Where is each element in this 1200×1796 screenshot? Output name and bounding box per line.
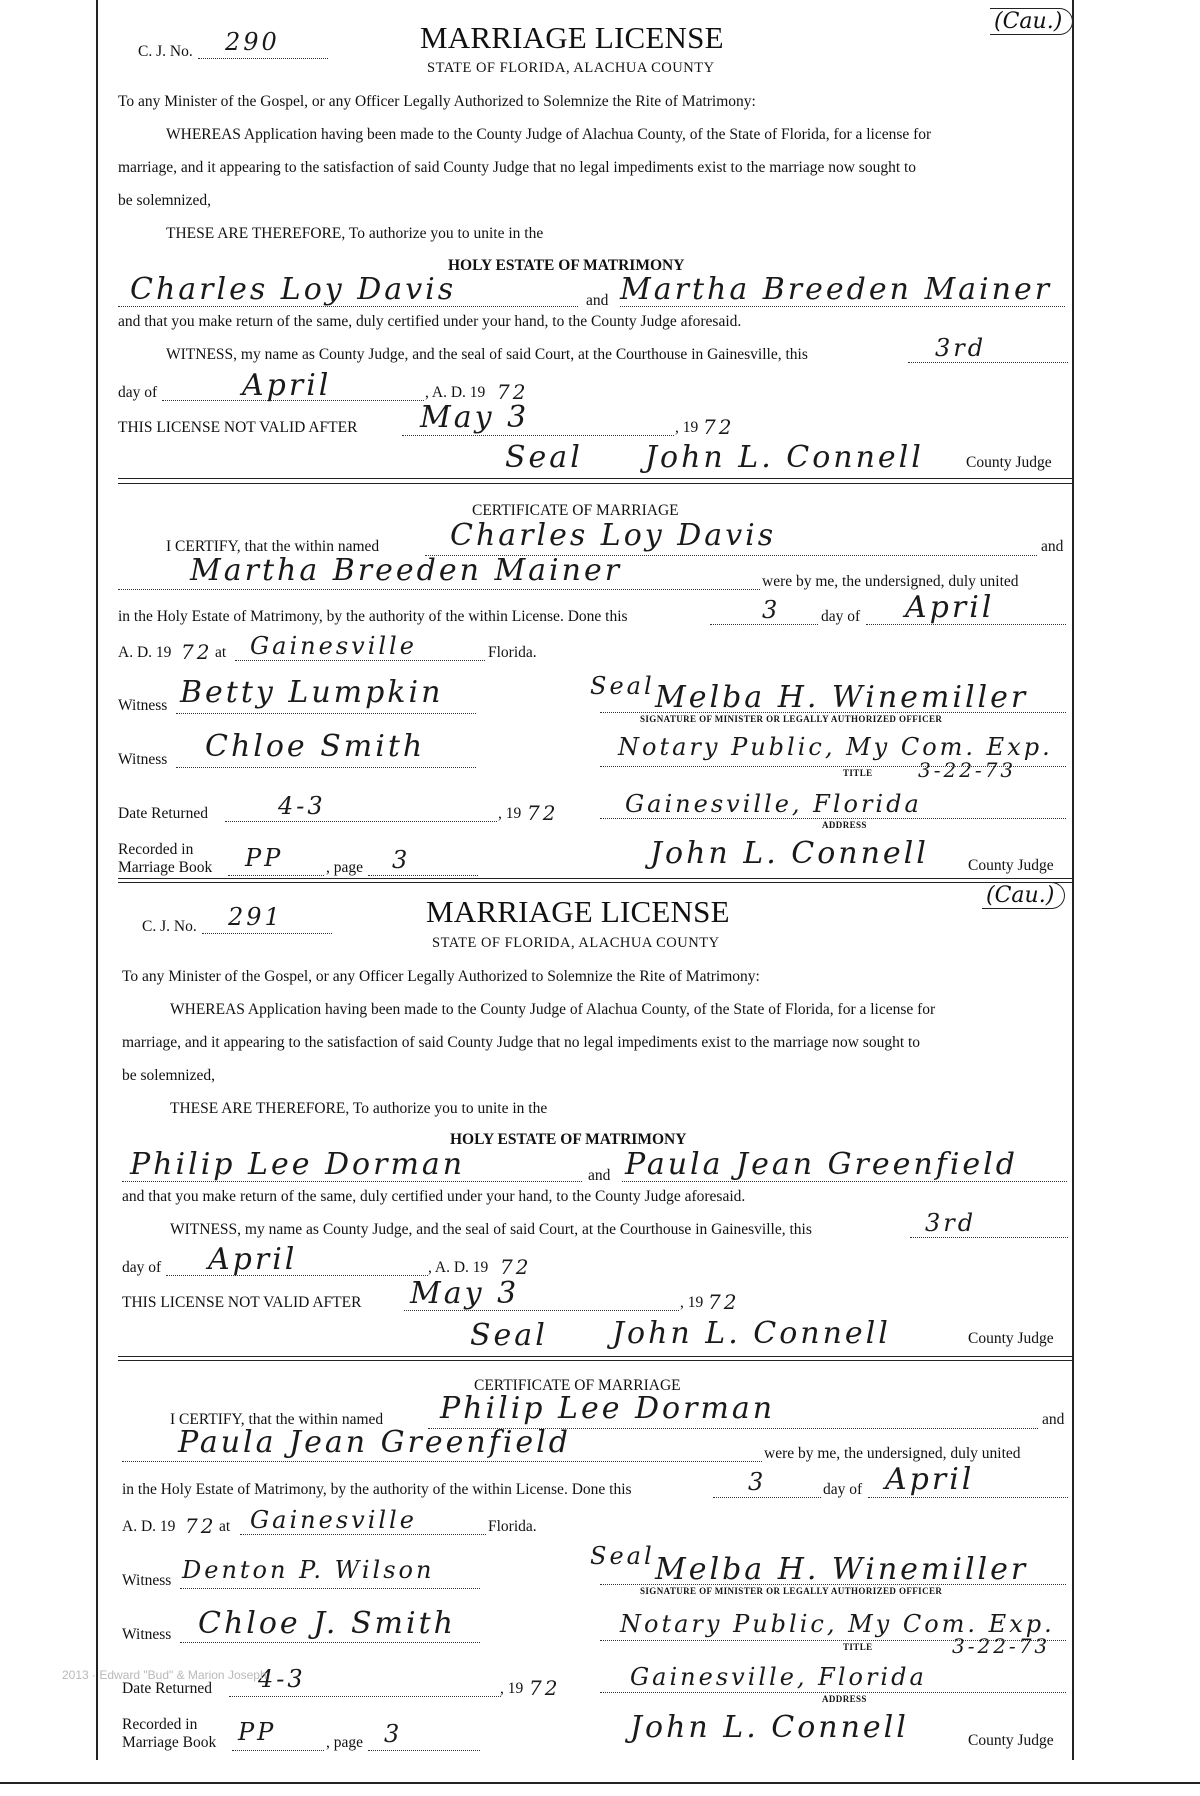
witness-1-line	[176, 713, 476, 714]
done-day: 3	[748, 1468, 767, 1496]
done-day-line	[710, 624, 818, 625]
frame-left-border	[96, 0, 98, 1760]
at-label: at	[219, 1518, 231, 1535]
witness-2-signature: Chloe J. Smith	[198, 1606, 456, 1641]
place: Gainesville	[250, 1506, 417, 1534]
date-returned-line	[225, 821, 497, 822]
witness-2-line	[176, 767, 476, 768]
witness-label: Witness	[122, 1572, 172, 1589]
witness-1-signature: Denton P. Wilson	[182, 1556, 435, 1584]
cj-number: 290	[225, 28, 280, 56]
frame-bottom-border	[0, 1782, 1200, 1784]
day-of-label: day of	[823, 1481, 863, 1498]
section-rule	[118, 478, 1072, 479]
seal-mark: Seal	[505, 440, 583, 475]
done-year: 72	[181, 640, 213, 664]
ad-label: A. D. 19	[118, 644, 172, 661]
date-returned-label: Date Returned	[122, 1680, 212, 1697]
month: April	[208, 1242, 298, 1277]
officer-title: Notary Public, My Com. Exp.	[620, 1610, 1055, 1638]
holy-estate-heading: HOLY ESTATE OF MATRIMONY	[448, 257, 685, 274]
address-line: To any Minister of the Gospel, or any Officer Legally Authorized to Solemnize the Rite of Matrimony:	[118, 93, 756, 110]
county-judge-label: County Judge	[968, 857, 1054, 874]
not-valid-year-label: , 19	[675, 419, 699, 436]
address-caption: ADDRESS	[822, 1694, 867, 1704]
done-month-line	[868, 1497, 1068, 1498]
book-line	[228, 875, 324, 876]
place-line	[235, 660, 485, 661]
groom-name: Philip Lee Dorman	[130, 1147, 466, 1182]
whereas-line-1: WHEREAS Application having been made to the County Judge of Alachua County, of the State of Florida, for a license for	[166, 126, 932, 143]
ad-label: , A. D. 19	[428, 1259, 489, 1276]
and-label: and	[588, 1167, 611, 1184]
license-subtitle: STATE OF FLORIDA, ALACHUA COUNTY	[427, 60, 715, 76]
page-line	[368, 1750, 480, 1751]
book-line	[232, 1750, 324, 1751]
day-of-label: day of	[821, 608, 861, 625]
witness-1-line	[180, 1588, 480, 1589]
witness-label: Witness	[118, 751, 168, 768]
month: April	[242, 368, 332, 403]
witness-day: 3rd	[925, 1209, 977, 1237]
certificate-judge-signature: John L. Connell	[650, 836, 929, 871]
united-label: were by me, the undersigned, duly united	[762, 573, 1019, 590]
done-day-line	[713, 1497, 821, 1498]
not-valid-date-line	[402, 435, 674, 436]
recorded-label-2: Marriage Book	[122, 1734, 217, 1751]
place: Gainesville	[250, 632, 417, 660]
witness-1-signature: Betty Lumpkin	[180, 675, 444, 710]
watermark: 2013 · Edward "Bud" & Marion Joseph	[62, 1668, 267, 1682]
cj-number-line	[198, 58, 328, 59]
florida-label: Florida.	[488, 1518, 537, 1535]
corner-note: (Cau.)	[982, 882, 1065, 909]
and-label: and	[586, 292, 609, 309]
done-year: 72	[185, 1514, 217, 1538]
done-month: April	[885, 1462, 975, 1497]
page-label: , page	[326, 859, 364, 876]
done-day: 3	[762, 596, 781, 624]
frame-right-border	[1072, 0, 1074, 1760]
page-label: , page	[326, 1734, 364, 1751]
section-rule	[118, 1356, 1072, 1357]
seal-mark: Seal	[470, 1318, 548, 1353]
ad-label: A. D. 19	[122, 1518, 176, 1535]
officer-seal: Seal	[590, 1542, 655, 1570]
date-returned-year: 72	[529, 1676, 561, 1700]
year: 72	[497, 380, 529, 404]
page-number: 3	[392, 846, 411, 874]
done-month: April	[905, 590, 995, 625]
officer-address-line	[600, 1692, 1066, 1693]
cj-label: C. J. No.	[142, 918, 197, 935]
officer-title-line	[600, 766, 1066, 767]
officer-title-date: 3-22-73	[952, 1634, 1051, 1658]
officer-title-date: 3-22-73	[918, 758, 1017, 782]
date-returned-year-label: , 19	[500, 1680, 524, 1697]
groom-name: Charles Loy Davis	[130, 272, 457, 307]
officer-address: Gainesville, Florida	[630, 1663, 927, 1691]
whereas-line-2: marriage, and it appearing to the satisfaction of said County Judge that no legal impediments exist to the marriage now sought to	[122, 1034, 921, 1051]
holy-line: in the Holy Estate of Matrimony, by the authority of the within License. Done this	[122, 1481, 632, 1498]
county-judge-label: County Judge	[968, 1330, 1054, 1347]
cj-label: C. J. No.	[138, 43, 193, 60]
witness-label: Witness	[122, 1626, 172, 1643]
whereas-line-3: be solemnized,	[122, 1067, 215, 1084]
section-rule	[118, 483, 1072, 484]
section-rule	[118, 1360, 1072, 1361]
witness-2-signature: Chloe Smith	[205, 729, 426, 764]
signature-caption: SIGNATURE OF MINISTER OR LEGALLY AUTHORIZED OFFICER	[640, 714, 943, 724]
witness-line: WITNESS, my name as County Judge, and the seal of said Court, at the Courthouse in Gainesville, this	[170, 1221, 812, 1238]
marriage-book: PP	[238, 1718, 277, 1746]
certificate-name-1: Charles Loy Davis	[450, 518, 777, 553]
holy-estate-heading: HOLY ESTATE OF MATRIMONY	[450, 1131, 687, 1148]
address-caption: ADDRESS	[822, 820, 867, 830]
witness-line: WITNESS, my name as County Judge, and the seal of said Court, at the Courthouse in Gainesville, this	[166, 346, 808, 363]
certify-label: I CERTIFY, that the within named	[170, 1411, 384, 1428]
return-line: and that you make return of the same, duly certified under your hand, to the County Judge aforesaid.	[122, 1188, 746, 1205]
title-caption: TITLE	[843, 1642, 873, 1652]
officer-signature-line	[600, 712, 1066, 713]
officer-title: Notary Public, My Com. Exp.	[618, 733, 1053, 761]
whereas-line-2: marriage, and it appearing to the satisfaction of said County Judge that no legal impediments exist to the marriage now sought to	[118, 159, 917, 176]
license-separator	[118, 878, 1072, 879]
not-valid-date: May 3	[420, 400, 530, 435]
not-valid-label: THIS LICENSE NOT VALID AFTER	[118, 419, 358, 436]
florida-label: Florida.	[488, 644, 537, 661]
year: 72	[500, 1255, 532, 1279]
date-returned-year: 72	[527, 801, 559, 825]
officer-seal: Seal	[590, 672, 655, 700]
county-judge-label: County Judge	[968, 1732, 1054, 1749]
certificate-judge-signature: John L. Connell	[630, 1710, 909, 1745]
officer-title-line	[600, 1640, 1066, 1641]
recorded-label-1: Recorded in	[118, 841, 194, 858]
certificate-heading: CERTIFICATE OF MARRIAGE	[472, 502, 679, 519]
bride-name: Paula Jean Greenfield	[625, 1147, 1018, 1182]
not-valid-label: THIS LICENSE NOT VALID AFTER	[122, 1294, 362, 1311]
witness-day-line	[908, 362, 1068, 363]
recorded-label-1: Recorded in	[122, 1716, 198, 1733]
ad-label: , A. D. 19	[425, 384, 486, 401]
return-line: and that you make return of the same, duly certified under your hand, to the County Judge aforesaid.	[118, 313, 742, 330]
day-of-label: day of	[118, 384, 158, 401]
witness-2-line	[180, 1642, 480, 1643]
certificate-name-2: Martha Breeden Mainer	[190, 553, 623, 588]
and-label: and	[1041, 538, 1064, 555]
united-label: were by me, the undersigned, duly united	[764, 1445, 1021, 1462]
address-line: To any Minister of the Gospel, or any Officer Legally Authorized to Solemnize the Rite of Matrimony:	[122, 968, 760, 985]
license-title: MARRIAGE LICENSE	[426, 894, 730, 929]
and-label: and	[1042, 1411, 1065, 1428]
certificate-name-1: Philip Lee Dorman	[440, 1391, 776, 1426]
corner-note: (Cau.)	[990, 8, 1073, 35]
holy-line: in the Holy Estate of Matrimony, by the authority of the within License. Done this	[118, 608, 628, 625]
therefore-line: THESE ARE THEREFORE, To authorize you to unite in the	[170, 1100, 548, 1117]
not-valid-year: 72	[708, 1290, 740, 1314]
day-of-label: day of	[122, 1259, 162, 1276]
not-valid-year: 72	[703, 415, 735, 439]
not-valid-date: May 3	[410, 1276, 520, 1311]
witness-day-line	[910, 1237, 1068, 1238]
recorded-label-2: Marriage Book	[118, 859, 213, 876]
cj-number-line	[202, 933, 332, 934]
officer-address: Gainesville, Florida	[625, 790, 922, 818]
officer-address-line	[600, 818, 1066, 819]
therefore-line: THESE ARE THEREFORE, To authorize you to unite in the	[166, 225, 544, 242]
date-returned-year-label: , 19	[498, 805, 522, 822]
officer-signature: Melba H. Winemiller	[655, 1552, 1029, 1587]
judge-signature: John L. Connell	[645, 440, 924, 475]
judge-signature: John L. Connell	[612, 1316, 891, 1351]
certify-label: I CERTIFY, that the within named	[166, 538, 380, 555]
certificate-heading: CERTIFICATE OF MARRIAGE	[474, 1377, 681, 1394]
name-2-line	[118, 589, 760, 590]
marriage-book: PP	[245, 844, 284, 872]
date-returned-label: Date Returned	[118, 805, 208, 822]
bride-name: Martha Breeden Mainer	[620, 272, 1053, 307]
officer-signature: Melba H. Winemiller	[655, 680, 1029, 715]
signature-caption: SIGNATURE OF MINISTER OR LEGALLY AUTHORIZED OFFICER	[640, 1586, 943, 1596]
page-number: 3	[384, 1720, 403, 1748]
date-returned-line	[229, 1696, 501, 1697]
officer-signature-line	[600, 1584, 1066, 1585]
cj-number: 291	[228, 903, 283, 931]
whereas-line-3: be solemnized,	[118, 192, 211, 209]
at-label: at	[215, 644, 227, 661]
page-line	[368, 875, 478, 876]
date-returned: 4-3	[278, 792, 326, 820]
witness-day: 3rd	[935, 334, 987, 362]
date-returned: 4-3	[258, 1665, 306, 1693]
name-2-line	[122, 1461, 762, 1462]
title-caption: TITLE	[843, 768, 873, 778]
certificate-name-2: Paula Jean Greenfield	[178, 1425, 571, 1460]
license-separator	[118, 882, 1072, 883]
license-title: MARRIAGE LICENSE	[420, 20, 724, 55]
witness-label: Witness	[118, 697, 168, 714]
license-subtitle: STATE OF FLORIDA, ALACHUA COUNTY	[432, 935, 720, 951]
county-judge-label: County Judge	[966, 454, 1052, 471]
whereas-line-1: WHEREAS Application having been made to the County Judge of Alachua County, of the State of Florida, for a license for	[170, 1001, 936, 1018]
place-line	[240, 1534, 486, 1535]
not-valid-year-label: , 19	[680, 1294, 704, 1311]
